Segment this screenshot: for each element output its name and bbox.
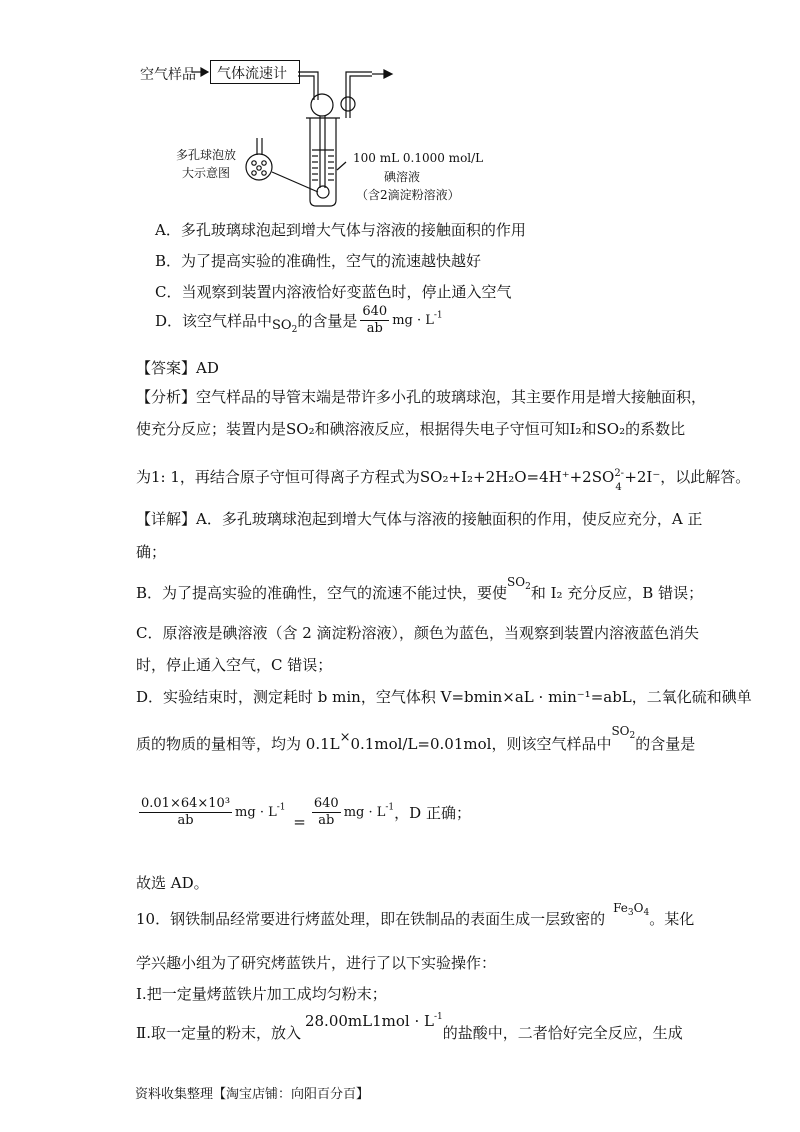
q10-line-1a: 10．钢铁制品经常要进行烤蓝处理，即在铁制品的表面生成一层致密的 xyxy=(136,910,606,928)
option-d xyxy=(155,304,443,337)
option-d-so2 xyxy=(272,318,297,333)
flowmeter-label: 气体流速计 xyxy=(217,66,287,82)
answer: 【答案】AD xyxy=(136,359,219,377)
option-d-prefix: D．该空气样品中 xyxy=(155,312,273,330)
q10-step-2a: Ⅱ.取一定量的粉末，放入 xyxy=(136,1024,301,1042)
detail-c-line-2: 时，停止通入空气，C 错误； xyxy=(136,656,333,674)
bubble-label-2: 大示意图 xyxy=(182,166,231,180)
option-d-fraction xyxy=(360,304,389,337)
formula-2-denominator: ab xyxy=(318,813,335,828)
detail-d2-times: × xyxy=(339,730,351,745)
analysis-line-3a: 为1: 1，再结合原子守恒可得离子方程式为SO₂+I₂+2H₂O=4H⁺+2SO xyxy=(136,468,615,486)
detail-b-so2-sub: 2 xyxy=(525,582,531,592)
detail-b-so: SO xyxy=(507,575,526,589)
option-d-numerator: 640 xyxy=(362,304,388,319)
detail-b-prefix: B．为了提高实验的准确性，空气的流速不能过快，要使 xyxy=(136,584,508,602)
solution-label-1: 100 mL 0.1000 mol/L xyxy=(353,151,484,165)
q10-fe3o4 xyxy=(613,901,650,918)
option-d-mid: 的含量是 xyxy=(297,312,358,330)
footer: 资料收集整理【淘宝店铺：向阳百分百】 xyxy=(135,1087,370,1102)
formula-2-unit: mg · L xyxy=(343,805,386,820)
air-sample-label: 空气样品 xyxy=(140,67,196,83)
formula-1-exp: -1 xyxy=(276,802,286,813)
analysis-line-1: 【分析】空气样品的导管末端是带许多小孔的玻璃球泡，其主要作用是增大接触面积， xyxy=(136,388,707,406)
analysis-line-3 xyxy=(136,466,751,493)
option-d-so2-sub: 2 xyxy=(291,324,298,335)
q10-step-2-conc: 28.00mL1mol · L xyxy=(304,1012,434,1030)
detail-d-line-2 xyxy=(136,724,696,755)
option-c: C．当观察到装置内溶液恰好变蓝色时，停止通入空气 xyxy=(155,283,512,301)
detail-d2-suffix: 的含量是 xyxy=(635,735,696,753)
detail-b-suffix: 和 I₂ 充分反应，B 错误； xyxy=(530,584,704,602)
q10-line-2: 学兴趣小组为了研究烤蓝铁片，进行了以下实验操作： xyxy=(136,954,497,972)
option-b: B．为了提高实验的准确性，空气的流速越快越好 xyxy=(155,252,482,270)
q10-fe: Fe xyxy=(613,901,628,915)
option-d-so: SO xyxy=(272,317,292,333)
detail-a-line-1: 【详解】A．多孔玻璃球泡起到增大气体与溶液的接触面积的作用，使反应充分，A 正 xyxy=(136,510,703,528)
detail-a-line-2: 确； xyxy=(136,543,167,561)
detail-d2-so2-sub: 2 xyxy=(629,731,636,741)
solution-label-3: （含2滴淀粉溶液） xyxy=(356,188,460,202)
detail-d2-prefix: 质的物质的量相等，均为 0.1L xyxy=(136,735,340,753)
solution-label-2: 碘溶液 xyxy=(384,170,421,184)
q10-step-1: Ⅰ.把一定量烤蓝铁片加工成均匀粉末； xyxy=(136,985,387,1003)
q10-o: O xyxy=(633,901,644,915)
analysis-line-3b: +2I⁻，以此解答。 xyxy=(624,468,751,486)
analysis-line-2: 使充分反应；装置内是SO₂和碘溶液反应，根据得失电子守恒可知I₂和SO₂的系数比 xyxy=(136,420,686,438)
option-d-denominator: ab xyxy=(366,321,383,336)
q10-step-2-exp: -1 xyxy=(433,1012,443,1022)
formula-tail: ，D 正确； xyxy=(394,804,471,822)
formula-equals: = xyxy=(293,812,306,831)
q10-step-2b: 的盐酸中，二者恰好完全反应，生成 xyxy=(442,1024,683,1042)
q10-step-2 xyxy=(136,1012,683,1043)
detail-d2-mid: 0.1mol/L=0.01mol，则该空气样品中 xyxy=(350,735,612,753)
q10-line-1 xyxy=(136,901,695,930)
formula-2-numerator: 640 xyxy=(313,796,339,811)
formula-fraction-1 xyxy=(139,796,232,829)
option-a: A．多孔玻璃球泡起到增大气体与溶液的接触面积的作用 xyxy=(155,221,526,239)
detail-d2-so: SO xyxy=(611,724,630,738)
detail-formula xyxy=(136,796,471,831)
detail-d-line-1: D．实验结束时，测定耗时 b min，空气体积 V=bmin×aL · min⁻¹=abL，二氧化硫和碘单 xyxy=(136,688,752,706)
q10-line-1b: 。某化 xyxy=(649,910,695,928)
bubble-label-1: 多孔球泡放 xyxy=(176,148,237,162)
detail-b-so2 xyxy=(507,575,531,592)
detail-c-line-1: C．原溶液是碘溶液（含 2 滴淀粉溶液），颜色为蓝色，当观察到装置内溶液蓝色消失 xyxy=(136,624,700,642)
conclusion: 故选 AD。 xyxy=(136,874,209,892)
q10-fe-sub: 3 xyxy=(627,908,634,918)
formula-2-exp: -1 xyxy=(385,802,395,813)
formula-fraction-2 xyxy=(312,796,341,829)
detail-b xyxy=(136,575,704,604)
analysis-so4-sup: 2- xyxy=(614,468,625,479)
option-d-unit: mg · L xyxy=(392,313,434,328)
option-d-unit-exp: -1 xyxy=(433,310,443,321)
formula-1-denominator: ab xyxy=(177,813,194,828)
analysis-so4-sub: 4 xyxy=(615,482,622,493)
detail-d2-so2 xyxy=(611,724,636,741)
formula-1-numerator: 0.01×64×10³ xyxy=(141,796,231,811)
formula-1-unit: mg · L xyxy=(235,805,277,820)
q10-o-sub: 4 xyxy=(643,908,650,918)
